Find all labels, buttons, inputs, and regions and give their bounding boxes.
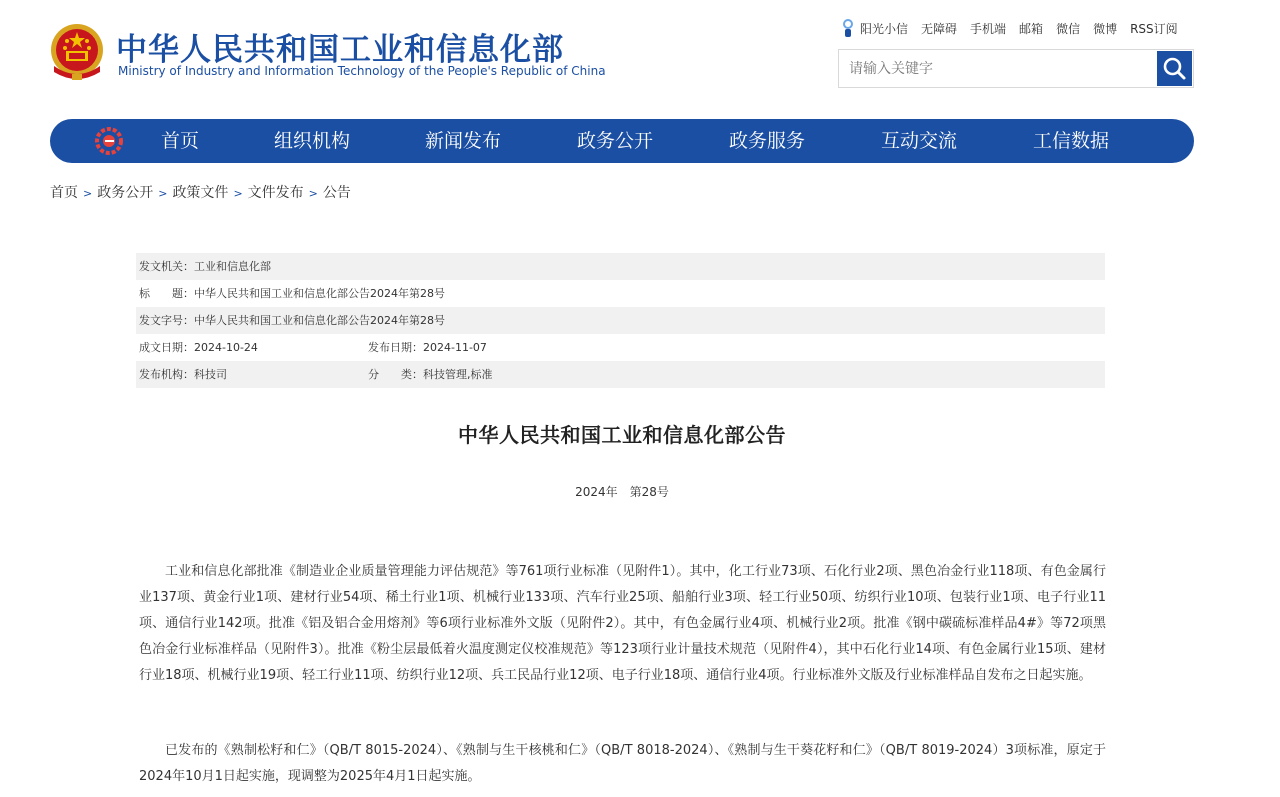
link-mobile[interactable]: 手机端 <box>970 21 1007 36</box>
meta-label: 成文日期： <box>139 341 194 354</box>
breadcrumb-separator: > <box>83 187 93 200</box>
meta-label: 标 题： <box>139 287 194 300</box>
nav-organization[interactable]: 组织机构 <box>274 130 351 152</box>
main-nav <box>50 119 1194 163</box>
nav-gov-services[interactable]: 政务服务 <box>729 130 806 152</box>
meta-value: 2024-11-07 <box>423 341 487 354</box>
meta-row-org <box>136 361 1105 388</box>
nav-data[interactable]: 工信数据 <box>1033 130 1110 152</box>
link-sunshine[interactable]: 阳光小信 <box>860 21 909 36</box>
site-header <box>0 0 1280 115</box>
nav-gov-affairs[interactable]: 政务公开 <box>577 130 654 152</box>
nav-home[interactable]: 首页 <box>161 130 200 152</box>
meta-label: 发布机构： <box>139 368 194 381</box>
search-input[interactable] <box>839 50 1157 87</box>
meta-label: 发文字号： <box>139 314 194 327</box>
meta-value: 中华人民共和国工业和信息化部公告2024年第28号 <box>194 287 445 300</box>
meta-value: 中华人民共和国工业和信息化部公告2024年第28号 <box>194 314 445 327</box>
link-mailbox[interactable]: 邮箱 <box>1019 21 1044 36</box>
meta-published <box>368 334 487 361</box>
meta-value: 2024-10-24 <box>194 341 258 354</box>
article-number: 2024年 第28号 <box>575 485 669 499</box>
link-rss[interactable]: RSS订阅 <box>1130 21 1178 36</box>
breadcrumb-gov-affairs[interactable]: 政务公开 <box>97 185 154 201</box>
site-title-english: Ministry of Industry and Information Technology of the People's Republic of China <box>118 64 606 78</box>
link-weibo[interactable]: 微博 <box>1093 21 1118 36</box>
miit-logo-icon[interactable] <box>94 127 124 155</box>
nav-interaction[interactable]: 互动交流 <box>881 130 958 152</box>
search-icon <box>1157 51 1192 86</box>
meta-value: 科技司 <box>194 368 227 381</box>
meta-row-dates <box>136 334 1105 361</box>
link-accessibility[interactable]: 无障碍 <box>921 21 958 36</box>
meta-label: 发文机关： <box>139 260 194 273</box>
search-button[interactable] <box>1157 51 1192 86</box>
meta-category <box>368 361 493 388</box>
article-paragraph: 工业和信息化部批准《制造业企业质量管理能力评估规范》等761项行业标准（见附件1）。其中，化工行业73项、石化行业2项、黑色冶金行业118项、有色金属行业137项、黄金行业1项、建材行业54项、稀土行业1项、机械行业133项、汽车行业25项、船舶行业3项、轻工行业50项、纺织行业10项、包装行业1项、电子行业11项、通信行业142项。批准《铝及铝合金用熔剂》等6项行业标准外文版（见附件2）。其中，有色金属行业4项、机械行业2项。批准《钢中碳硫标准样品4#》等72项黑色冶金行业标准样品（见附件3）。批准《粉尘层最低着火温度测定仪校准规范》等123项行业计量技术规范（见附件4），其中石化行业14项、有色金属行业15项、建材行业18项、机械行业19项、轻工行业11项、纺织行业12项、兵工民品行业12项、电子行业18项、通信行业4项。行业标准外文版及行业标准样品自发布之日起实施。 <box>139 564 1106 683</box>
breadcrumb-home[interactable]: 首页 <box>50 185 78 201</box>
breadcrumb-doc-release[interactable]: 文件发布 <box>247 185 304 201</box>
breadcrumb-separator: > <box>308 187 318 200</box>
top-links <box>840 18 1178 38</box>
meta-org <box>139 361 227 388</box>
meta-value: 科技管理,标准 <box>423 368 493 381</box>
sunshine-mascot-icon[interactable] <box>840 18 856 38</box>
meta-title <box>139 280 445 307</box>
breadcrumb <box>50 182 351 202</box>
breadcrumb-policy-docs[interactable]: 政策文件 <box>172 185 229 201</box>
breadcrumb-separator: > <box>158 187 168 200</box>
meta-row-issuer <box>136 253 1105 280</box>
meta-issuer <box>139 253 271 280</box>
link-wechat[interactable]: 微信 <box>1056 21 1081 36</box>
meta-row-doc-no <box>136 307 1105 334</box>
breadcrumb-separator: > <box>233 187 243 200</box>
article-title: 中华人民共和国工业和信息化部公告 <box>458 423 786 447</box>
meta-label: 分 类： <box>368 368 423 381</box>
national-emblem-icon[interactable] <box>48 22 106 82</box>
breadcrumb-notice[interactable]: 公告 <box>322 185 351 201</box>
search-box <box>838 49 1194 88</box>
meta-label: 发布日期： <box>368 341 423 354</box>
meta-created <box>139 334 258 361</box>
article-paragraph: 已发布的《熟制松籽和仁》（QB/T 8015-2024）、《熟制与生干核桃和仁》（QB/T 8018-2024）、《熟制与生干葵花籽和仁》（QB/T 8019-2024）3项标准，原定于2024年10月1日起实施，现调整为2025年4月1日起实施。 <box>139 743 1106 784</box>
meta-doc-no <box>139 307 445 334</box>
nav-news[interactable]: 新闻发布 <box>425 130 502 152</box>
meta-row-title <box>136 280 1105 307</box>
document-meta-table <box>136 253 1105 388</box>
site-title[interactable]: 中华人民共和国工业和信息化部 <box>116 32 564 68</box>
meta-value: 工业和信息化部 <box>194 260 271 273</box>
